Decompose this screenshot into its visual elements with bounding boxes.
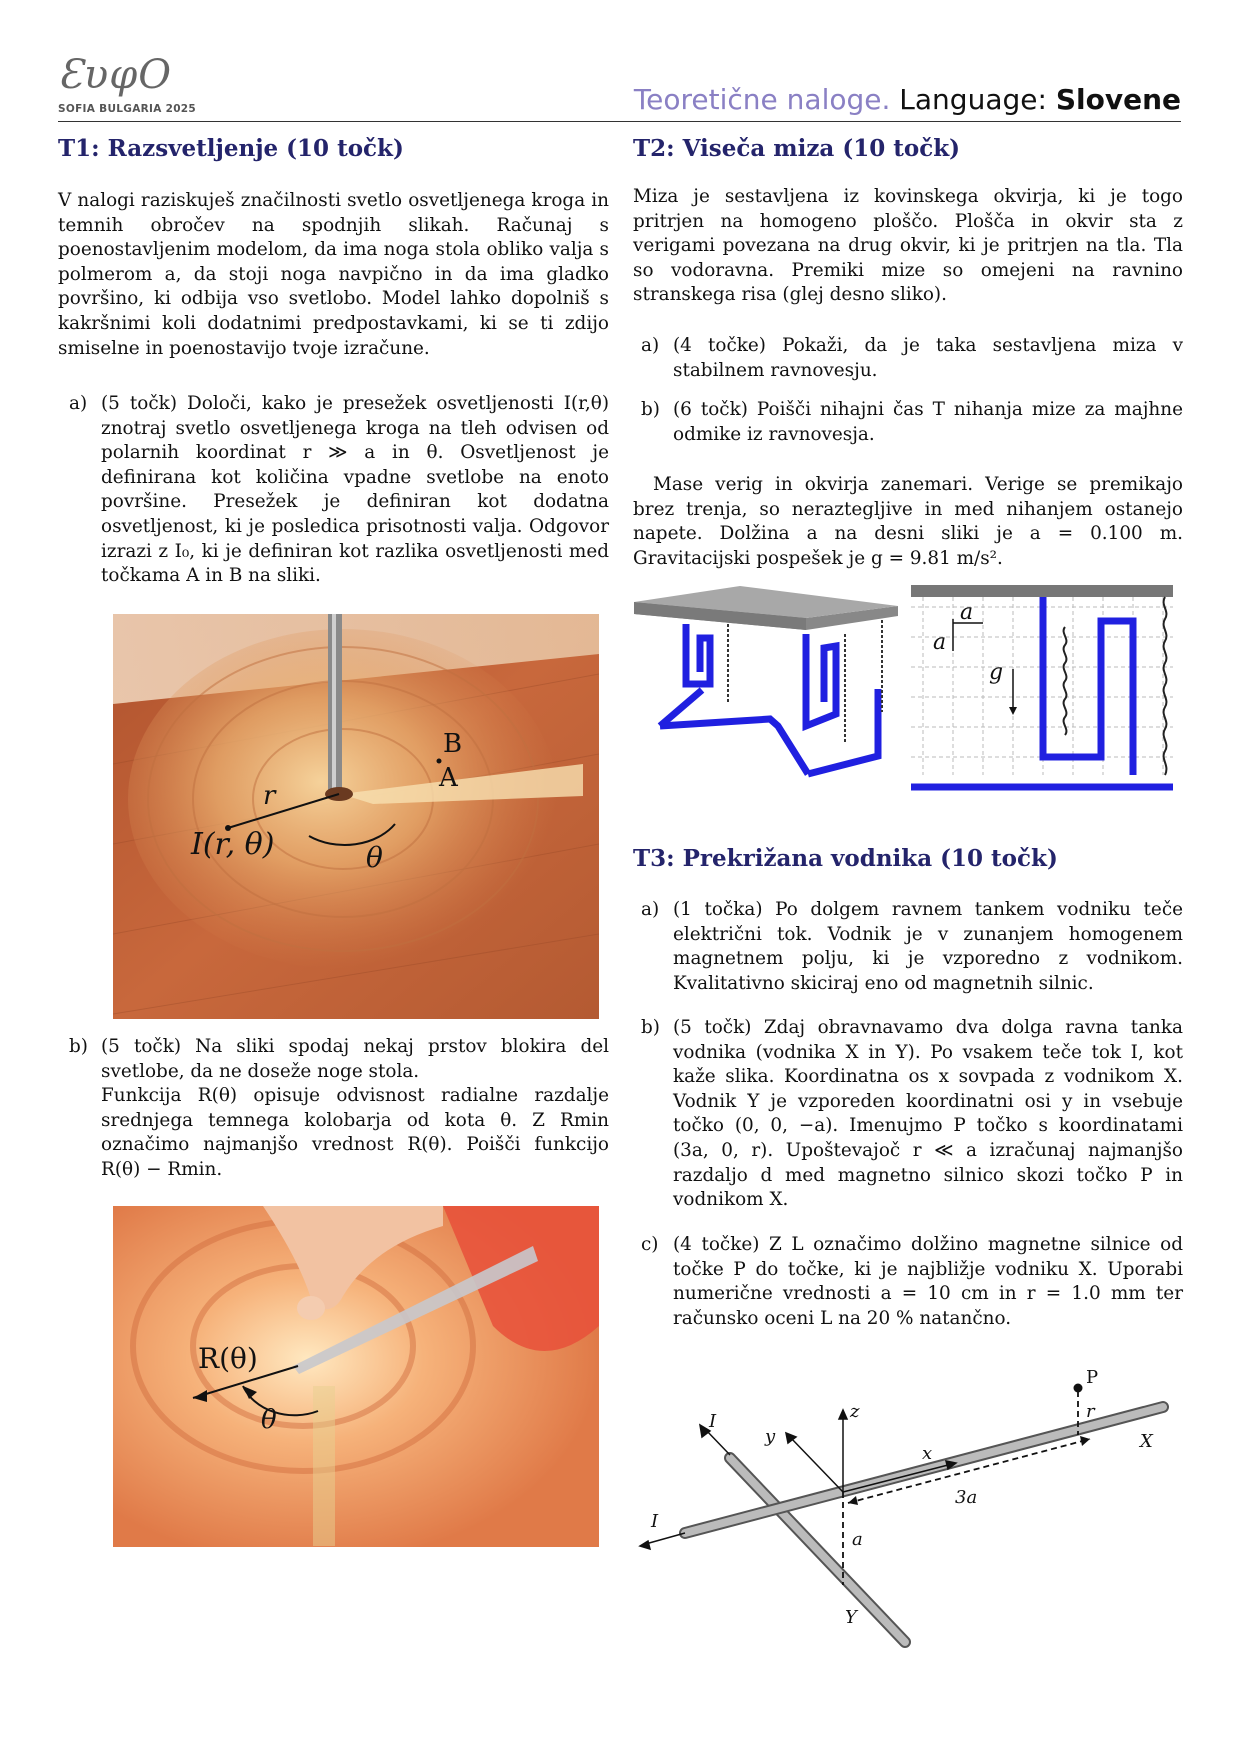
header-rule (58, 121, 1181, 122)
t2-part-b (641, 398, 1183, 447)
t3-fig-label-P: P (1086, 1367, 1099, 1388)
t1-b-text1: (5 točk) Na sliki spodaj nekaj prstov blokira del svetlobe, da ne doseže noge stola. (101, 1036, 609, 1082)
t3-part-c (641, 1233, 1183, 1331)
t2-fig-label-g: g (989, 660, 1004, 685)
t3-fig-label-3a: 3a (955, 1487, 978, 1508)
t1-photo-svg (113, 614, 599, 1019)
logo: ƐυφO (58, 52, 173, 98)
t3-c-text: (4 točke) Z L označimo dolžino magnetne silnice od točke P do točke, ki je najbližje vodniku X. Uporabi numerične vrednosti a = 10 cm in r = 1.0 mm ter računsko oceni L na 20 % natančno. (673, 1234, 1183, 1329)
t3-fig-label-a: a (852, 1529, 863, 1550)
t2-title: T2: Viseča miza (10 točk) (633, 135, 961, 162)
t2-note (633, 473, 1183, 571)
t2-side-view-figure (905, 579, 1180, 793)
t1-a-text: (5 točk) Določi, kako je presežek osvetljenosti I(r,θ) znotraj svetlo osvetljenega kroga na tleh odvisen od polarnih koordinat r ≫ a in θ. Osvetljenost je definirana kot količina vpadne svetlobe na enoto površine. Presežek je definiran kot dodatna osvetljenost, ki je posledica prisotnosti valja. Odgovor izrazi z I₀, ki je definiran kot razlika osvetljenosti med točkama A in B na sliki. (101, 393, 609, 587)
t1-part-a (69, 392, 609, 589)
t3-a-label: a) (641, 899, 660, 920)
t3-b-label: b) (641, 1017, 660, 1038)
t2-fig-label-a-vertical: a (933, 630, 947, 655)
t2-fig-label-a-horizontal: a (960, 600, 974, 625)
t1-intro (58, 189, 609, 361)
t2-note-text: Mase verig in okvirja zanemari. Verige se premikajo brez trenja, so neraztegljive in med nihanjem ostanejo napete. Dolžina a na desni sliki je a = 0.100 m. Gravitacijski pospešek je g = 9.81 m/s². (633, 474, 1183, 569)
t3-fig-label-r: r (1086, 1401, 1095, 1422)
t1-photo2-svg (113, 1206, 599, 1547)
t3-fig-label-I-top: I (709, 1411, 717, 1432)
page-header (634, 83, 1181, 116)
t1-fig1-label-I: I(r, θ) (191, 827, 275, 862)
t1-a-label: a) (69, 393, 88, 414)
t1-fig1-label-B: B (443, 729, 463, 759)
t2-part-a (641, 334, 1183, 383)
t2-a-label: a) (641, 335, 660, 356)
t1-b-text2: Funkcija R(θ) opisuje odvisnost radialne razdalje srednjega temnega kolobarja od kota θ. Z Rmin označimo najmanjšo vrednost R(θ). Poišči funkcijo R(θ) − Rmin. (101, 1085, 609, 1180)
t1-title: T1: Razsvetljenje (10 točk) (58, 135, 404, 162)
logo-subtitle: SOFIA BULGARIA 2025 (58, 103, 197, 115)
subject-title: Teoretične naloge. (633, 83, 891, 116)
t1-b-label: b) (69, 1036, 88, 1057)
t3-part-b (641, 1016, 1183, 1213)
t1-intro-text: V nalogi raziskuješ značilnosti svetlo osvetljenega kroga in temnih obročev na spodnjih slikah. Računaj s poenostavljenim modelom, da ima noga stola obliko valja s polmerom a, da stoji noga navpično in da ima gladko površino, ki odbija vso svetlobo. Model lahko dopolniš s kakršnimi koli dodatnimi predpostavkami, ki se ti zdijo smiselne in poenostavijo tvoje izračune. (58, 190, 609, 359)
language-label: Language: (899, 83, 1047, 116)
t3-fig-label-x: x (922, 1443, 933, 1464)
t1-fig1-label-A: A (439, 763, 458, 793)
t3-a-text: (1 točka) Po dolgem ravnem tankem vodniku teče električni tok. Vodnik je v zunanjem homogenem magnetnem polju, ki je vzporedno z vodnikom. Kvalitativno skiciraj eno od magnetnih silnic. (673, 899, 1183, 994)
t1-fig1-label-r: r (263, 781, 276, 811)
t3-fig-label-X: X (1140, 1431, 1153, 1452)
t2-table-3d-figure (630, 584, 902, 794)
t1-photo-light-circle (113, 614, 599, 1019)
t3-title: T3: Prekrižana vodnika (10 točk) (633, 845, 1058, 872)
t3-fig-label-z: z (850, 1401, 860, 1422)
t1-fig2-label-R: R(θ) (198, 1342, 258, 1375)
t1-photo-fingers (113, 1206, 599, 1547)
t2-intro (633, 185, 1183, 308)
t3-b-text: (5 točk) Zdaj obravnavamo dva dolga ravna tanka vodnika (vodnika X in Y). Po vsakem teče tok I, kot kaže slika. Koordinatna os x sovpada z vodnikom X. Vodnik Y je vzporeden koordinatni osi y in vsebuje točko (0, 0, −a). Imenujmo P točko s koordinatami (3a, 0, r). Upoštevajoč r ≪ a izračunaj najmanjšo razdaljo d med magnetno silnico skozi točko P in vodnikom X. (673, 1017, 1183, 1211)
t3-c-label: c) (641, 1234, 659, 1255)
t2-b-label: b) (641, 399, 660, 420)
t3-fig-label-y: y (765, 1426, 776, 1447)
t3-fig-label-I-left: I (651, 1511, 659, 1532)
t1-fig1-label-theta: θ (366, 841, 383, 874)
language-value: Slovene (1055, 83, 1181, 116)
t3-crossed-wires-figure (630, 1355, 1175, 1655)
t3-part-a (641, 898, 1183, 996)
t2-b-text: (6 točk) Poišči nihajni čas T nihanja mize za majhne odmike iz ravnovesja. (673, 399, 1183, 445)
t2-intro-text: Miza je sestavljena iz kovinskega okvirja, ki je togo pritrjen na homogeno ploščo. Plošča in okvir sta z verigami povezana na drug okvir, ki je pritrjen na tla. Tla so vodoravna. Premiki mize so omejeni na ravnino stranskega risa (glej desno sliko). (633, 186, 1183, 306)
t2-a-text: (4 točke) Pokaži, da je taka sestavljena miza v stabilnem ravnovesju. (673, 335, 1183, 381)
t3-fig-label-Y: Y (845, 1607, 857, 1628)
t1-fig2-label-theta: θ (261, 1405, 277, 1435)
t1-part-b (69, 1035, 609, 1183)
